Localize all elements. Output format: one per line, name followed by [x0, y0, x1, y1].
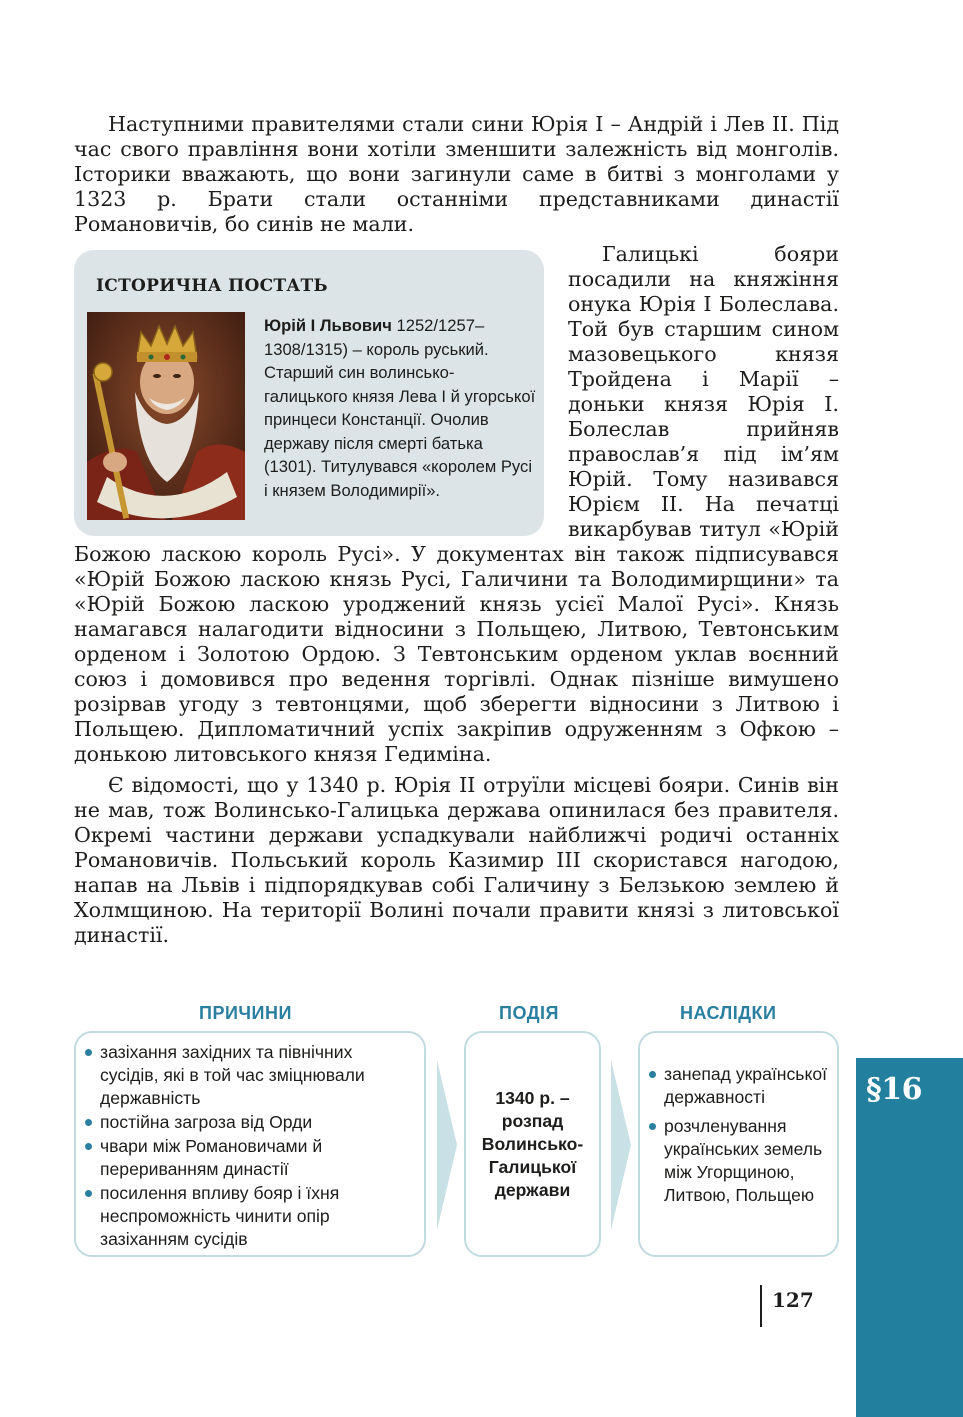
- intro-paragraph: [74, 112, 839, 237]
- cause-item: посилення впливу бояр і їхня неспроможність чинити опір зазіханням сусідів: [80, 1182, 414, 1251]
- causes-panel: [74, 1031, 426, 1257]
- results-title: НАСЛІДКИ: [680, 1003, 777, 1023]
- event-title: ПОДІЯ: [499, 1003, 559, 1023]
- figure-description: 1252/1257–1308/1315) – король руський. Старший син волинсько-галицького князя Лева I й угорської принцеси Констанції. Очолив державу після смерті батька (1301). Титулувався «королем Русі і князем Володимирії».: [264, 316, 536, 500]
- paragraph-3: Є відомості, що у 1340 р. Юрія II отруїли місцеві бояри. Синів він не мав, тож Волинсько-Галицька держава опинилася без правителя. Окремі частини держави успадкували найближчі родичі останніх Романовичів. Польський король Казимир III скористався нагодою, напав на Львів і підпорядкував собі Галичину з Белзькою землею й Холмщиною. На території Волині почали правити князі з литовської династії.: [74, 773, 839, 947]
- causes-list: [80, 1041, 414, 1251]
- result-item: розчленування українських земель між Угорщиною, Литвою, Польщею: [644, 1115, 831, 1207]
- section-side-tab: [856, 1058, 963, 1417]
- historical-figure-heading: ІСТОРИЧНА ПОСТАТЬ: [96, 276, 328, 296]
- figure-name: Юрій I Львович: [264, 316, 392, 335]
- paragraph-1: Наступними правителями стали сини Юрія I – Андрій і Лев II. Під час свого правління вони хотіли зменшити залежність від монголів. Історики вважають, що вони загинули саме в битві з монголами у 1323 р. Брати стали останніми представниками династії Романовичів, бо синів не мали.: [74, 112, 839, 236]
- cause-item: постійна загроза від Орди: [80, 1111, 414, 1134]
- causes-title: ПРИЧИНИ: [199, 1003, 292, 1023]
- page-number-divider: [760, 1285, 762, 1327]
- results-list: [644, 1063, 831, 1207]
- paragraph-2: Галицькі бояри посадили на княжіння онука Юрія I Болеслава. Той був старшим сином мазовецького князя Тройдена і Марії – доньки князя Юрія I. Болеслав прийняв православ’я під ім’ям Юрій. Тому називався Юрієм II. На печатці викарбував титул «Юрій Божою ласкою король Русі». У документах він також підписувався «Юрій Божою ласкою князь Русі, Галичини та Володимирщини» та «Юрій Божою ласкою уроджений князь усієї Малої Русі». Князь намагався налагодити відносини з Польщею, Литвою, Тевтонським орденом і Золотою Ордою. З Тевтонським орденом уклав воєнний союз і домовився про ведення торгівлі. Однак пізніше вимушено розірвав угоду з тевтонцями, щоб зберегти відносини з Литвою і Польщею. Дипломатичний успіх закріпив одруженням з Офкою – донькою литовського князя Гедиміна.: [74, 242, 839, 766]
- historical-figure-text: [264, 314, 536, 502]
- result-item: занепад української державності: [644, 1063, 831, 1109]
- arrow-right-icon: [437, 1060, 457, 1230]
- main-text-block: [74, 240, 839, 948]
- cause-item: зазіхання західних та північних сусідів, які в той час зміцнювали державність: [80, 1041, 414, 1110]
- historical-figure-box: [74, 250, 544, 536]
- event-panel: [464, 1031, 601, 1257]
- results-panel: [638, 1031, 839, 1257]
- cause-item: чвари між Романовичами й перериванням династії: [80, 1135, 414, 1181]
- event-text: 1340 р. – розпад Волинсько-Галицької держави: [481, 1087, 584, 1200]
- page-number: 127: [772, 1288, 814, 1312]
- arrow-right-icon: [611, 1060, 631, 1230]
- section-label: §16: [866, 1072, 922, 1107]
- portrait-image: [87, 312, 245, 520]
